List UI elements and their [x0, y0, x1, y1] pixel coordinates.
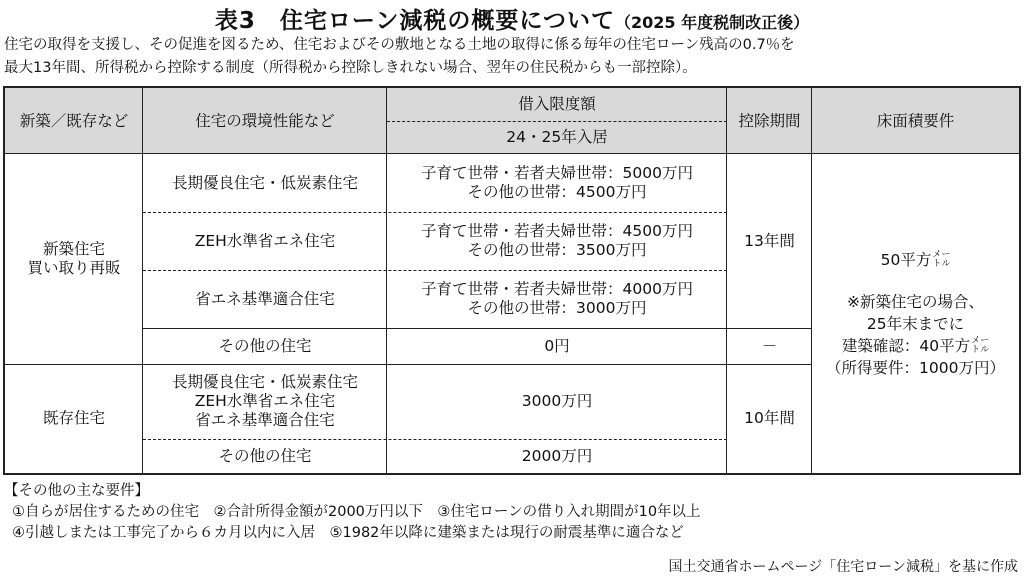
- grid-line-dashed: [143, 212, 727, 213]
- perf-other-new: その他の住宅: [218, 336, 312, 355]
- grid-line: [5, 364, 812, 365]
- page-title-sub: （2025 年度税制改正後）: [614, 13, 810, 32]
- category-existing: 既存住宅: [42, 409, 105, 427]
- floor-requirement: [812, 154, 1019, 473]
- intro-text: [4, 34, 1020, 80]
- limit-zeh: 子育て世帯・若者夫婦世帯：4500万円 その他の世帯：3500万円: [421, 222, 693, 259]
- notes-line-2: ④引越しまたは工事完了から６カ月以内に入居 ⑤1982年以降に建築または現行の耐震基準に適合など: [12, 525, 684, 541]
- limit-existing-other: 2000万円: [521, 446, 593, 465]
- floor-note-2: 25年末までに: [866, 314, 965, 333]
- header-category: 新築／既存など: [5, 88, 143, 154]
- grid-line: [726, 88, 727, 473]
- perf-zeh: ZEH水準省エネ住宅: [194, 231, 336, 250]
- header-limit-sub: 24・25年入居: [387, 121, 727, 154]
- grid-line-dashed: [387, 121, 727, 122]
- tax-table: [3, 86, 1021, 475]
- header-performance: 住宅の環境性能など: [143, 88, 387, 154]
- floor-main: 50平方 メー トル: [880, 250, 951, 269]
- perf-existing-other: その他の住宅: [218, 446, 312, 465]
- period-new-other: －: [761, 336, 778, 355]
- intro-line-1: 住宅の取得を支援し、その促進を図るため、住宅およびその敷地となる土地の取得に係る毎年の住宅ローン残高の0.7％を: [4, 37, 795, 53]
- grid-line: [5, 153, 1019, 154]
- perf-existing-qualified: 長期優良住宅・低炭素住宅 ZEH水準省エネ住宅 省エネ基準適合住宅: [171, 373, 358, 429]
- perf-energy-standard: 省エネ基準適合住宅: [195, 289, 335, 308]
- limit-energy-standard: 子育て世帯・若者夫婦世帯：4000万円 その他の世帯：3000万円: [421, 280, 693, 317]
- floor-note-4: （所得要件：1000万円）: [826, 358, 1005, 377]
- grid-line: [811, 88, 812, 473]
- floor-note-3: 建築確認：40平方 メー トル: [841, 336, 990, 355]
- period-new: 13年間: [744, 231, 795, 250]
- grid-line: [386, 88, 387, 473]
- limit-long-term: 子育て世帯・若者夫婦世帯：5000万円 その他の世帯：4500万円: [421, 164, 693, 201]
- grid-line-dashed: [143, 439, 727, 440]
- header-limit: 借入限度額: [387, 88, 727, 121]
- floor-note-1: ※新築住宅の場合、: [847, 292, 984, 311]
- intro-line-2: 最大13年間、所得税から控除する制度（所得税から控除しきれない場合、翌年の住民税からも一部控除）。: [4, 60, 697, 76]
- header-period: 控除期間: [727, 88, 812, 154]
- period-existing: 10年間: [744, 409, 795, 427]
- source-credit: 国土交通省ホームページ「住宅ローン減税」を基に作成: [668, 559, 1018, 575]
- notes-heading: 【その他の主な要件】: [4, 483, 149, 499]
- grid-line: [143, 328, 812, 329]
- limit-existing-qualified: 3000万円: [521, 392, 593, 410]
- limit-other-new: 0円: [544, 336, 570, 355]
- grid-line-dashed: [143, 270, 727, 271]
- category-new-housing: 新築住宅 買い取り再販: [27, 240, 121, 277]
- perf-long-term: 長期優良住宅・低炭素住宅: [171, 173, 358, 192]
- notes: [4, 481, 1020, 544]
- notes-line-1: ①自らが居住するための住宅 ②合計所得金額が2000万円以下 ③住宅ローンの借り入れ期間が10年以上: [12, 504, 701, 520]
- header-floor: 床面積要件: [812, 88, 1019, 154]
- page-title: 表3 住宅ローン減税の概要について（2025 年度税制改正後）: [214, 8, 810, 34]
- grid-line: [142, 88, 143, 473]
